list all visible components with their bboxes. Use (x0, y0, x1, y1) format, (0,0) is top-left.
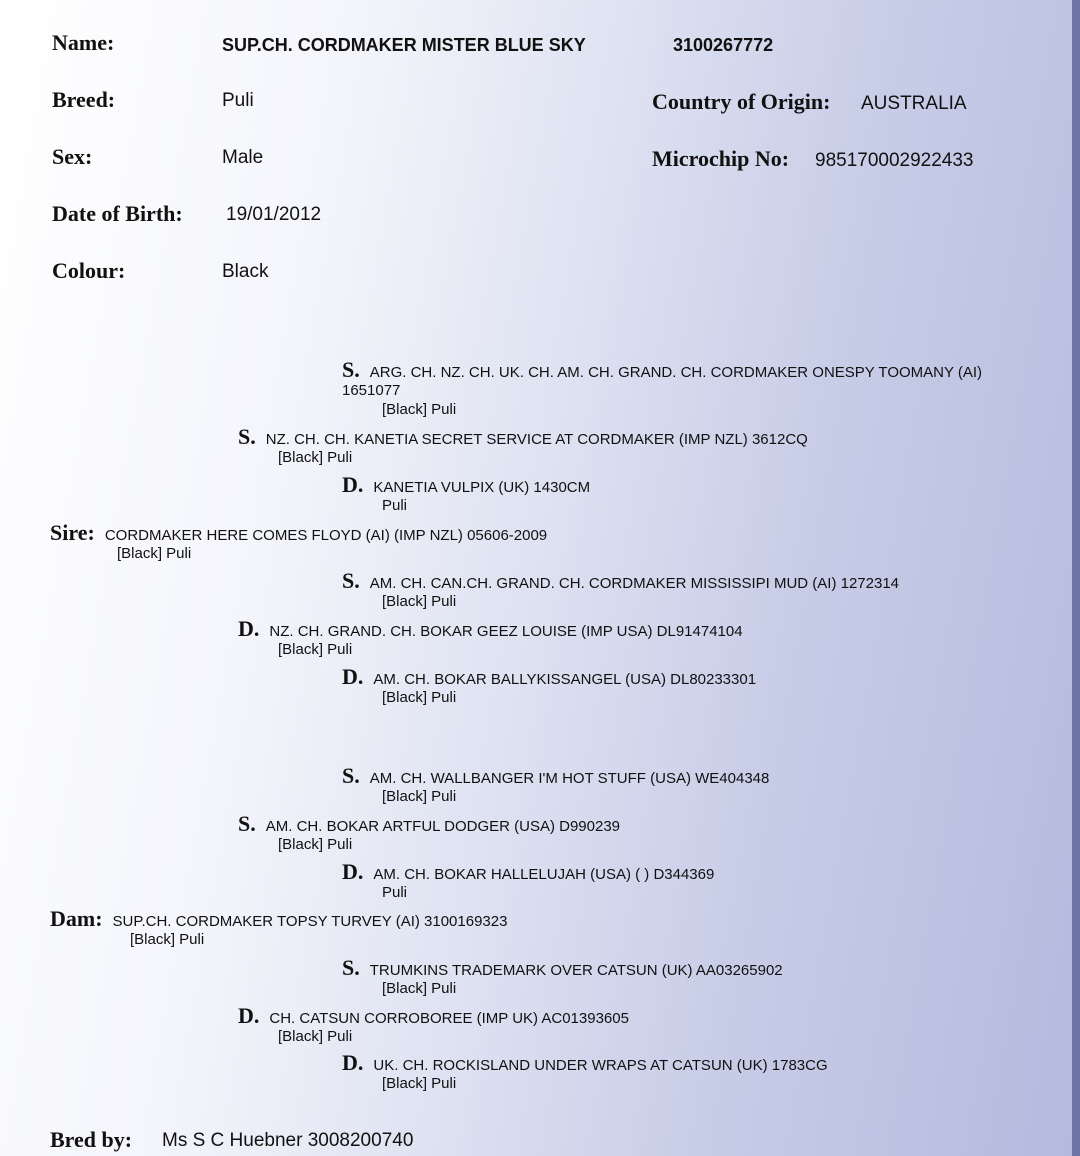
name-value: SUP.CH. CORDMAKER MISTER BLUE SKY (222, 35, 586, 55)
dog-colour-breed: [Black] Puli (382, 593, 457, 610)
dam-dam (238, 1005, 629, 1045)
sex-marker: S. (342, 763, 360, 788)
sex-marker: S. (342, 357, 360, 382)
page-edge-shadow (1072, 0, 1080, 1156)
dog-name: AM. CH. BOKAR BALLYKISSANGEL (USA) DL80233301 (373, 671, 757, 688)
bred-by-value: Ms S C Huebner 3008200740 (162, 1130, 414, 1151)
dog-name: CH. CATSUN CORROBOREE (IMP UK) AC01393605 (269, 1010, 629, 1027)
microchip-value: 985170002922433 (815, 150, 974, 171)
sex-value: Male (222, 147, 264, 168)
sex-marker: D. (342, 859, 364, 884)
sire-dam-dam (342, 666, 756, 706)
dog-colour-breed: [Black] Puli (278, 449, 353, 466)
dog-name: KANETIA VULPIX (UK) 1430CM (373, 479, 591, 496)
dog-name: AM. CH. WALLBANGER I'M HOT STUFF (USA) WE404348 (369, 770, 770, 787)
sex-marker: D. (238, 1003, 260, 1028)
dog-colour-breed: [Black] Puli (382, 689, 457, 706)
dog-colour-breed: [Black] Puli (278, 641, 353, 658)
dog-name: AM. CH. BOKAR ARTFUL DODGER (USA) D990239 (265, 818, 621, 835)
sex-marker: D. (342, 472, 364, 497)
dog-name: NZ. CH. GRAND. CH. BOKAR GEEZ LOUISE (IMP USA) DL91474104 (269, 623, 743, 640)
dam-sire-dam (342, 861, 714, 901)
dog-registration: 1651077 (342, 382, 401, 399)
bred-by-label: Bred by: (50, 1127, 133, 1152)
dog-colour-breed: Puli (382, 497, 408, 514)
sex-marker: D. (342, 1050, 364, 1075)
breed-label: Breed: (52, 87, 116, 112)
origin-value: AUSTRALIA (861, 93, 967, 114)
dog-name: AM. CH. BOKAR HALLELUJAH (USA) ( ) D344369 (373, 866, 715, 883)
dog-colour-breed: [Black] Puli (382, 980, 457, 997)
dog-name: NZ. CH. CH. KANETIA SECRET SERVICE AT CORDMAKER (IMP NZL) 3612CQ (265, 431, 808, 448)
microchip-label: Microchip No: (652, 146, 790, 171)
dam-sire-sire (342, 765, 769, 805)
sex-marker: D. (238, 616, 260, 641)
sex-marker: D. (342, 664, 364, 689)
colour-value: Black (222, 261, 269, 282)
dob-label: Date of Birth: (52, 201, 183, 226)
dog-name: AM. CH. CAN.CH. GRAND. CH. CORDMAKER MISSISSIPI MUD (AI) 1272314 (369, 575, 900, 592)
dog-name: CORDMAKER HERE COMES FLOYD (AI) (IMP NZL) 05606-2009 (104, 527, 548, 544)
dam-label: Dam: (50, 906, 103, 931)
sex-marker: S. (342, 955, 360, 980)
breed-value: Puli (222, 90, 254, 111)
dam (50, 908, 507, 948)
dog-colour-breed: [Black] Puli (382, 788, 457, 805)
origin-label: Country of Origin: (652, 89, 831, 114)
sire (50, 522, 547, 562)
sire-sire-sire (342, 359, 982, 418)
dam-dam-sire (342, 957, 783, 997)
dog-colour-breed: [Black] Puli (382, 1075, 457, 1092)
dog-colour-breed: [Black] Puli (382, 401, 457, 418)
sire-dam (238, 618, 743, 658)
name-label: Name: (52, 30, 115, 55)
colour-label: Colour: (52, 258, 126, 283)
sex-marker: S. (238, 424, 256, 449)
sire-dam-sire (342, 570, 899, 610)
dog-colour-breed: Puli (382, 884, 408, 901)
dam-sire (238, 813, 620, 853)
dog-colour-breed: [Black] Puli (278, 1028, 353, 1045)
sex-marker: S. (238, 811, 256, 836)
sex-marker: S. (342, 568, 360, 593)
sire-sire (238, 426, 808, 466)
dog-colour-breed: [Black] Puli (278, 836, 353, 853)
registration-number: 3100267772 (673, 35, 774, 55)
sire-sire-dam (342, 474, 590, 514)
dam-dam-dam (342, 1052, 828, 1092)
dog-name: TRUMKINS TRADEMARK OVER CATSUN (UK) AA03265902 (369, 962, 783, 979)
dog-colour-breed: [Black] Puli (130, 931, 205, 948)
dog-name: ARG. CH. NZ. CH. UK. CH. AM. CH. GRAND. CH. CORDMAKER ONESPY TOOMANY (AI) (369, 364, 983, 381)
sex-label: Sex: (52, 144, 93, 169)
dog-colour-breed: [Black] Puli (117, 545, 192, 562)
dog-name: SUP.CH. CORDMAKER TOPSY TURVEY (AI) 3100169323 (112, 913, 508, 930)
sire-label: Sire: (50, 520, 95, 545)
dob-value: 19/01/2012 (226, 204, 322, 225)
dog-name: UK. CH. ROCKISLAND UNDER WRAPS AT CATSUN (UK) 1783CG (373, 1057, 828, 1074)
